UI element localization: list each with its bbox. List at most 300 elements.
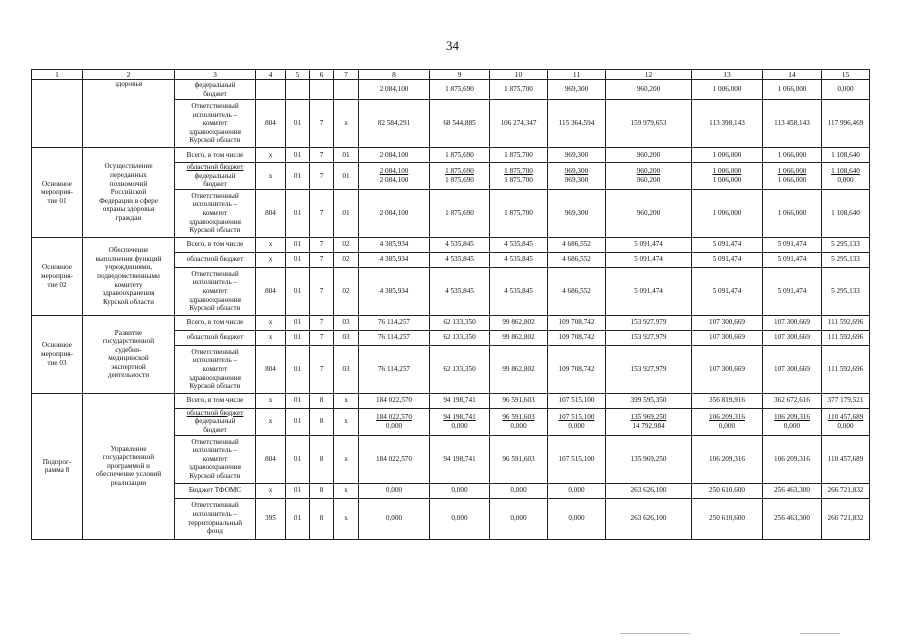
value-cell: 107 515,100	[548, 435, 606, 483]
code-cell: 7	[310, 100, 334, 148]
value-cell: 99 862,802	[490, 315, 548, 330]
text-line: Курской области	[189, 471, 241, 480]
value-regional: 1 006,000	[712, 167, 742, 176]
value-cell: 107 300,669	[763, 345, 822, 393]
value-cell: 110 457,689	[822, 435, 870, 483]
text-line: федеральный	[194, 80, 236, 89]
text-line: исполнитель –	[192, 356, 238, 365]
value-cell: 0,000	[430, 483, 490, 498]
funding-source-cell	[175, 148, 256, 163]
value-cell: 4 535,845	[490, 237, 548, 252]
text-line: комитет	[202, 364, 228, 373]
funding-source-cell	[175, 189, 256, 237]
text-line: областной бюджет	[186, 255, 244, 264]
code-cell: 7	[310, 267, 334, 315]
text-line: охраны здоровья	[102, 205, 155, 214]
text-line: исполнитель –	[192, 278, 238, 287]
column-header: 13	[692, 70, 763, 80]
value-cell: 0,000	[548, 483, 606, 498]
text-line: Всего, в том числе	[186, 396, 244, 405]
text-line: Бюджет ТФОМС	[188, 486, 242, 495]
code-cell: 01	[286, 315, 310, 330]
text-line: Всего, в том числе	[186, 318, 244, 327]
value-cell: 5 295,133	[822, 237, 870, 252]
value-cell: 107 300,669	[763, 330, 822, 345]
measure-type-cell	[32, 237, 83, 315]
value-regional: 96 591,603	[502, 413, 535, 422]
code-cell: 7	[310, 237, 334, 252]
code-cell: 8	[310, 393, 334, 408]
code-cell: 804	[256, 100, 286, 148]
text-line: государственной	[102, 453, 155, 462]
text-line: здравоохранения	[189, 127, 241, 136]
value-cell: 960,200	[606, 80, 692, 100]
text-line: федеральный	[194, 171, 236, 180]
text-line: Курской области	[189, 382, 241, 391]
value-federal: 1 875,690	[445, 175, 474, 184]
measure-type-cell	[32, 315, 83, 393]
code-cell: 8	[310, 408, 334, 435]
column-header: 15	[822, 70, 870, 80]
text-line: Подпрог-	[42, 457, 72, 466]
funding-source-cell	[175, 483, 256, 498]
value-cell: 1 066,000	[763, 148, 822, 163]
value-regional: 135 969,250	[630, 413, 667, 422]
value-cell: 1 875,690	[430, 148, 490, 163]
measure-type-cell	[32, 148, 83, 238]
value-cell: 256 463,300	[763, 498, 822, 539]
value-federal: 0,000	[837, 175, 854, 184]
code-cell: 7	[310, 330, 334, 345]
code-cell: x	[256, 148, 286, 163]
code-cell: 02	[334, 252, 359, 267]
funding-source-cell	[175, 408, 256, 435]
code-cell: 01	[286, 345, 310, 393]
value-regional: 2 084,100	[379, 167, 409, 176]
value-cell: 0,000	[359, 483, 430, 498]
text-line: бюджет	[203, 89, 227, 98]
value-cell: 96 591,603	[490, 393, 548, 408]
funding-source-cell	[175, 163, 256, 190]
funding-source-cell	[175, 237, 256, 252]
code-cell: x	[256, 315, 286, 330]
text-line: Курской области	[189, 136, 241, 145]
value-cell	[606, 163, 692, 190]
code-cell: 7	[310, 189, 334, 237]
funding-source-cell	[175, 498, 256, 539]
value-cell: 969,300	[548, 148, 606, 163]
value-cell: 94 198,741	[430, 393, 490, 408]
value-cell: 356 819,916	[692, 393, 763, 408]
text-line: здравоохранения	[189, 373, 241, 382]
code-cell: 01	[286, 408, 310, 435]
value-cell: 263 626,100	[606, 498, 692, 539]
text-line: государственной	[102, 337, 155, 346]
value-cell: 4 385,934	[359, 252, 430, 267]
text-line: программой и	[107, 461, 150, 470]
funding-source-cell	[175, 435, 256, 483]
measure-name-cell	[83, 393, 175, 539]
text-line: мероприя-	[41, 271, 73, 280]
value-cell: 1 108,640	[822, 148, 870, 163]
text-line: учреждениями,	[105, 263, 152, 272]
column-header: 10	[490, 70, 548, 80]
value-federal: 0,000	[783, 421, 801, 430]
text-line: реализации	[110, 479, 147, 488]
code-cell: 02	[334, 267, 359, 315]
code-cell: 01	[286, 435, 310, 483]
value-cell: 256 463,300	[763, 483, 822, 498]
value-cell: 5 091,474	[763, 267, 822, 315]
value-federal: 0,000	[568, 421, 585, 430]
value-regional: 1 875,690	[445, 167, 474, 176]
value-federal: 0,000	[837, 421, 854, 430]
code-cell: 01	[286, 267, 310, 315]
funding-source-cell	[175, 315, 256, 330]
code-cell: 804	[256, 267, 286, 315]
measure-type-cell	[32, 80, 83, 148]
value-cell: 5 091,474	[606, 237, 692, 252]
value-cell: 153 927,979	[606, 315, 692, 330]
value-cell: 135 969,250	[606, 435, 692, 483]
value-cell: 5 091,474	[692, 252, 763, 267]
funding-source-cell	[175, 330, 256, 345]
code-cell: x	[256, 163, 286, 190]
text-line: Всего, в том числе	[186, 150, 244, 159]
value-cell: 1 006,000	[692, 80, 763, 100]
value-cell: 109 708,742	[548, 315, 606, 330]
value-cell	[822, 408, 870, 435]
code-cell: x	[256, 393, 286, 408]
value-cell: 5 091,474	[606, 267, 692, 315]
value-cell: 115 364,594	[548, 100, 606, 148]
value-cell: 184 022,570	[359, 393, 430, 408]
text-line: полномочий	[109, 179, 148, 188]
value-cell: 5 091,474	[763, 237, 822, 252]
code-cell: 804	[256, 435, 286, 483]
value-cell: 68 544,885	[430, 100, 490, 148]
code-cell: x	[334, 435, 359, 483]
column-header: 3	[175, 70, 256, 80]
value-cell: 1 006,000	[692, 148, 763, 163]
text-line: здравоохранения	[189, 217, 241, 226]
value-cell	[359, 163, 430, 190]
code-cell: 02	[334, 237, 359, 252]
text-line: рамма 8	[44, 466, 70, 475]
value-federal: 960,200	[636, 175, 661, 184]
value-cell	[692, 163, 763, 190]
code-cell: x	[334, 408, 359, 435]
value-cell: 4 385,934	[359, 237, 430, 252]
text-line: комитет	[202, 286, 228, 295]
code-cell	[286, 80, 310, 100]
value-regional: 184 022,570	[376, 413, 412, 422]
value-cell: 266 721,832	[822, 498, 870, 539]
value-cell: 82 584,291	[359, 100, 430, 148]
value-cell: 377 179,521	[822, 393, 870, 408]
value-cell: 5 295,133	[822, 267, 870, 315]
value-cell: 62 133,350	[430, 315, 490, 330]
text-line: Всего, в том числе	[186, 240, 244, 249]
value-cell: 1 066,000	[763, 189, 822, 237]
value-cell: 107 300,669	[692, 330, 763, 345]
value-cell: 76 114,257	[359, 330, 430, 345]
column-header: 12	[606, 70, 692, 80]
value-regional: 960,200	[636, 167, 661, 176]
text-line: исполнитель –	[192, 509, 238, 518]
text-line: выполнения функций	[95, 254, 162, 263]
value-cell: 250 610,600	[692, 483, 763, 498]
code-cell: 01	[286, 483, 310, 498]
value-cell: 106 274,347	[490, 100, 548, 148]
text-line: Федерации в сфере	[99, 196, 158, 205]
measure-name-cell	[83, 148, 175, 238]
text-line: исполнитель –	[192, 200, 238, 209]
value-cell: 4 535,845	[430, 267, 490, 315]
value-cell	[548, 163, 606, 190]
value-cell: 113 398,143	[692, 100, 763, 148]
value-cell: 5 295,133	[822, 252, 870, 267]
code-cell: x	[334, 483, 359, 498]
code-cell: 01	[286, 100, 310, 148]
text-line: областной бюджет	[186, 163, 244, 171]
budget-table	[31, 69, 870, 540]
value-federal: 14 792,984	[632, 421, 665, 430]
text-line: исполнитель –	[192, 110, 238, 119]
text-line: Ответственный	[191, 269, 239, 278]
code-cell: x	[334, 393, 359, 408]
value-cell: 960,200	[606, 189, 692, 237]
value-cell: 4 686,552	[548, 267, 606, 315]
column-header: 9	[430, 70, 490, 80]
text-line: тие 02	[47, 280, 67, 289]
value-cell: 5 091,474	[763, 252, 822, 267]
value-regional: 106 209,316	[774, 413, 810, 422]
value-cell: 2 084,100	[359, 148, 430, 163]
column-header: 4	[256, 70, 286, 80]
value-cell: 0,000	[822, 80, 870, 100]
value-cell: 5 091,474	[692, 237, 763, 252]
text-line: мероприя-	[41, 349, 73, 358]
scan-artifact	[800, 633, 840, 634]
funding-source-cell	[175, 393, 256, 408]
code-cell: 01	[286, 148, 310, 163]
value-cell: 99 862,802	[490, 345, 548, 393]
text-line: Ответственный	[191, 191, 239, 200]
text-line: исполнитель –	[192, 446, 238, 455]
code-cell: 8	[310, 483, 334, 498]
text-line: бюджет	[203, 180, 227, 189]
value-cell: 153 927,979	[606, 345, 692, 393]
value-cell	[359, 408, 430, 435]
value-cell: 1 875,700	[490, 80, 548, 100]
value-cell: 362 672,616	[763, 393, 822, 408]
value-cell: 1 066,000	[763, 80, 822, 100]
value-cell: 1 108,640	[822, 189, 870, 237]
text-line: медицинской	[108, 354, 149, 363]
value-cell: 263 626,100	[606, 483, 692, 498]
value-federal: 2 084,100	[379, 175, 409, 184]
value-cell: 4 535,845	[430, 237, 490, 252]
text-line: комитету	[114, 280, 143, 289]
scan-artifact	[620, 633, 690, 634]
table-row	[32, 315, 870, 330]
text-line: судебно-	[115, 345, 142, 354]
value-cell: 159 979,653	[606, 100, 692, 148]
code-cell: 01	[334, 163, 359, 190]
value-federal: 1 066,000	[777, 175, 807, 184]
code-cell: x	[334, 498, 359, 539]
table-row	[32, 80, 870, 100]
code-cell: 03	[334, 345, 359, 393]
code-cell: 804	[256, 345, 286, 393]
value-cell: 107 300,669	[692, 315, 763, 330]
value-cell: 0,000	[490, 498, 548, 539]
funding-source-cell	[175, 252, 256, 267]
column-header: 2	[83, 70, 175, 80]
code-cell: 01	[286, 237, 310, 252]
value-cell: 107 300,669	[692, 345, 763, 393]
funding-source-cell	[175, 100, 256, 148]
code-cell: 7	[310, 252, 334, 267]
code-cell: 8	[310, 498, 334, 539]
text-line: Осуществление	[104, 162, 153, 171]
text-line: областной бюджет	[186, 408, 244, 417]
text-line: граждан	[115, 213, 142, 222]
value-cell: 76 114,257	[359, 315, 430, 330]
text-line: Основное	[42, 341, 72, 350]
value-cell: 5 091,474	[692, 267, 763, 315]
value-cell: 2 084,100	[359, 189, 430, 237]
text-line: обеспечение условий	[95, 470, 162, 479]
measure-name-cell	[83, 315, 175, 393]
value-cell: 1 875,700	[490, 148, 548, 163]
text-line: Ответственный	[191, 437, 239, 446]
measure-name-cell	[83, 237, 175, 315]
text-line: комитет	[202, 119, 228, 128]
value-federal: 1 875,700	[504, 175, 533, 184]
code-cell: 01	[286, 252, 310, 267]
value-cell: 111 592,696	[822, 345, 870, 393]
text-line: Ответственный	[191, 347, 239, 356]
value-cell: 1 875,690	[430, 80, 490, 100]
value-cell: 2 084,100	[359, 80, 430, 100]
value-cell: 111 592,696	[822, 330, 870, 345]
text-line: экспертной	[111, 362, 146, 371]
value-cell	[692, 408, 763, 435]
column-header: 14	[763, 70, 822, 80]
value-cell: 266 721,832	[822, 483, 870, 498]
code-cell: 01	[334, 189, 359, 237]
table-row	[32, 393, 870, 408]
column-header: 5	[286, 70, 310, 80]
text-line: здравоохранения	[189, 295, 241, 304]
value-cell: 0,000	[548, 498, 606, 539]
value-federal: 0,000	[451, 421, 468, 430]
value-cell: 1 006,000	[692, 189, 763, 237]
value-cell	[490, 408, 548, 435]
column-header: 11	[548, 70, 606, 80]
page-number: 34	[446, 38, 459, 53]
column-header: 7	[334, 70, 359, 80]
code-cell: x	[256, 237, 286, 252]
text-line: Основное	[42, 263, 72, 272]
value-cell: 106 209,316	[692, 435, 763, 483]
value-cell: 5 091,474	[606, 252, 692, 267]
value-cell: 960,200	[606, 148, 692, 163]
code-cell: x	[256, 330, 286, 345]
value-cell: 117 996,469	[822, 100, 870, 148]
text-line: областной бюджет	[186, 333, 244, 342]
value-cell: 62 133,350	[430, 330, 490, 345]
text-line: Курской области	[189, 304, 241, 313]
value-federal: 0,000	[718, 421, 736, 430]
text-line: Российской	[110, 188, 147, 197]
code-cell: 8	[310, 435, 334, 483]
text-line: Основное	[42, 179, 72, 188]
value-federal: 0,000	[385, 421, 403, 430]
column-header: 8	[359, 70, 430, 80]
text-line: Ответственный	[191, 102, 239, 111]
code-cell: x	[256, 408, 286, 435]
value-cell: 0,000	[490, 483, 548, 498]
value-cell: 4 535,845	[430, 252, 490, 267]
value-cell: 94 198,741	[430, 435, 490, 483]
value-cell: 1 875,700	[490, 189, 548, 237]
text-line: Развитие	[114, 328, 143, 337]
value-cell: 107 300,669	[763, 315, 822, 330]
value-cell	[606, 408, 692, 435]
value-regional: 1 108,640	[831, 167, 860, 176]
value-cell: 399 595,350	[606, 393, 692, 408]
value-regional: 107 515,100	[558, 413, 595, 422]
value-cell: 969,300	[548, 80, 606, 100]
code-cell: x	[334, 100, 359, 148]
value-cell	[763, 408, 822, 435]
text-line: здравоохранения	[102, 289, 155, 298]
value-cell: 4 686,552	[548, 252, 606, 267]
text-line: Управление	[110, 444, 147, 453]
text-line: фонд	[207, 527, 223, 536]
funding-source-cell	[175, 267, 256, 315]
value-regional: 94 198,741	[443, 413, 476, 422]
table-row	[32, 148, 870, 163]
measure-type-cell	[32, 393, 83, 539]
code-cell: 03	[334, 330, 359, 345]
value-federal: 1 006,000	[712, 175, 742, 184]
table-row	[32, 237, 870, 252]
text-line: переданных	[110, 170, 147, 179]
value-cell: 184 022,570	[359, 435, 430, 483]
code-cell: 804	[256, 189, 286, 237]
column-header: 1	[32, 70, 83, 80]
code-cell	[256, 80, 286, 100]
funding-source-cell	[175, 345, 256, 393]
code-cell: 01	[286, 393, 310, 408]
value-federal: 0,000	[510, 421, 527, 430]
text-line: Курской области	[189, 226, 241, 235]
value-cell: 76 114,257	[359, 345, 430, 393]
header-row	[32, 70, 870, 80]
text-line: территориальный	[187, 518, 243, 527]
code-cell: 01	[286, 163, 310, 190]
value-cell: 1 875,690	[430, 189, 490, 237]
value-cell	[548, 408, 606, 435]
text-line: Ответственный	[191, 501, 239, 510]
value-cell: 4 385,934	[359, 267, 430, 315]
value-cell: 4 535,845	[490, 252, 548, 267]
code-cell: 7	[310, 315, 334, 330]
